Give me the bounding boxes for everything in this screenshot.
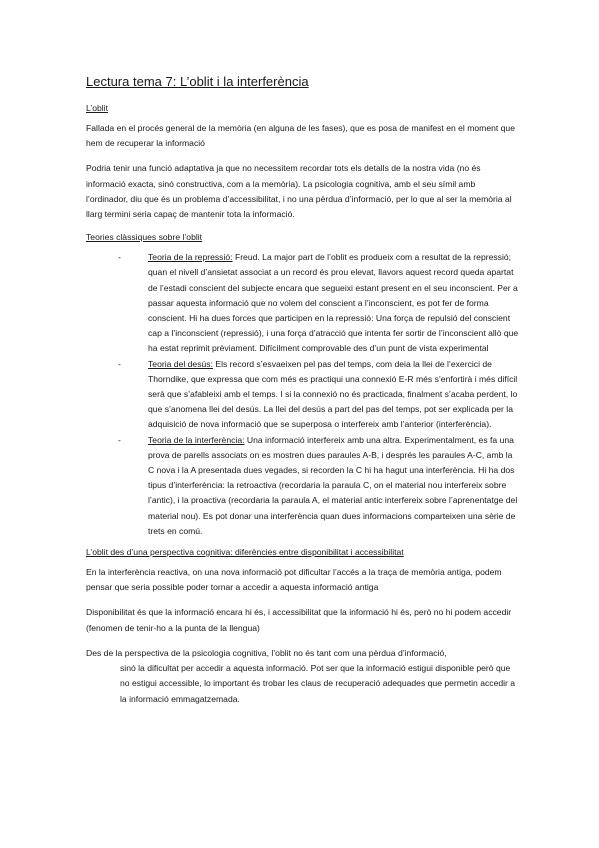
- text-disuse: Els record s’esvaeixen pel pas del temps, com deia la llei de l’exercici de Thorndike, que expressa que com més es practiqui una connexió E-R més s’enfortirà i més difícil serà que s’afableixi amb el temps. I si la connexió no és practicada, finalment s’acaba perdent, lo que s’anomena llei del desús. La llei del desús a part del pas del temps, pot ser explicada per la adquisició de nova informació que se superposa o interfereix amb l’anterior (interferència).: [148, 358, 518, 430]
- text-repression: Freud. La major part de l’oblit es produeix com a resultat de la repressió; quan el nivell d’ansietat associat a un record és prou elevat, llavors aquest record queda apartat de l’estadi conscient del subjecte encara que segueixi estant present en el seu inconscient. Per a passar aquesta informació que no volem del conscient a l’inconscient, es pot fer de forma conscient. Hi ha dues forces que participen en la repressió: Una força de repulsió del conscient cap a l’inconscient (repressió), i una força d’atracció que intenta fer sortir de l’inconscient allò que ha estat reprimit prèviament. Difícilment comprovable des d’un punt de vista experimental: [148, 252, 519, 354]
- paragraph-definition: Fallada en el procés general de la memòria (en alguna de les fases), que es posa de manifest en el moment que hem de recuperar la informació: [86, 123, 515, 149]
- paragraph-cognitive-first-line: Des de la perspectiva de la psicologia cognitiva, l’oblit no és tant com una pèrdua d’informació,: [86, 647, 447, 658]
- term-repression: Teoria de la repressió:: [148, 252, 233, 263]
- dash-bullet-icon: -: [118, 358, 121, 369]
- list-item-interference: [118, 433, 519, 539]
- list-item-repression: [118, 250, 519, 356]
- theories-list: [86, 250, 519, 539]
- list-item-disuse: [118, 357, 519, 433]
- dash-bullet-icon: -: [118, 434, 121, 445]
- paragraph-adaptive-function: Podria tenir una funció adaptativa ja que no necessitem recordar tots els detalls de la nostra vida (no és informació exacta, sinó constructiva, com a la memòria). La psicologia cognitiva, amb el seu símil amb l’ordinador, diu que és un problema d’accessibilitat, i no una pèrdua d’informació, per lo que al ser la memòria al llarg termini seria capaç de mantenir tota la informació.: [86, 163, 512, 220]
- paragraph-availability: Disponibilitat és que la informació encara hi és, i accessibilitat que la informació hi és, però no hi podem accedir (fenomen de tenir-ho a la punta de la llengua): [86, 607, 512, 633]
- paragraph-cognitive-rest: sinó la dificultat per accedir a aquesta informació. Pot ser que la informació estigui disponible però que no estigui accessible, lo important és trobar les claus de recuperació adequades que permetin accedir a la informació emmagatzemada.: [120, 663, 516, 704]
- section-heading-theories: Teories clàssiques sobre l’oblit: [86, 232, 203, 243]
- term-disuse: Teoria del desús:: [148, 358, 213, 369]
- document-title: Lectura tema 7: L’oblit i la interferència: [86, 74, 309, 89]
- text-interference: Una informació interfereix amb una altra. Experimentalment, es fa una prova de parells associats on es mostren dues paraules A-B, i després les paraules A-C, amb la C nova i la A presentada dues vegades, si recorden la C hi ha hagut una interferència. Hi ha dos tipus d’interferència: la retroactiva (recordaria la paraula C, on el material nou interfereix sobre l’antic), i la proactiva (recordaria la paraula A, el material antic interfereix sobre l’aprenentatge del material nou). Es pot donar una interferència quan dues informacions comparteixen una sèrie de trets en comú.: [148, 434, 518, 536]
- section-heading-oblit: L’oblit: [86, 103, 108, 113]
- paragraph-reactive-interference: En la interferència reactiva, on una nova informació pot dificultar l’accés a la traça de memòria antiga, podem pensar que seria possible poder tornar a accedir a aquesta informació antiga: [86, 567, 502, 593]
- dash-bullet-icon: -: [118, 252, 121, 263]
- term-interference: Teoria de la interferència:: [148, 434, 245, 445]
- section-heading-cognitive: L’oblit des d’una perspectiva cognitiva: diferències entre disponibilitat i accessibilitat: [86, 547, 404, 558]
